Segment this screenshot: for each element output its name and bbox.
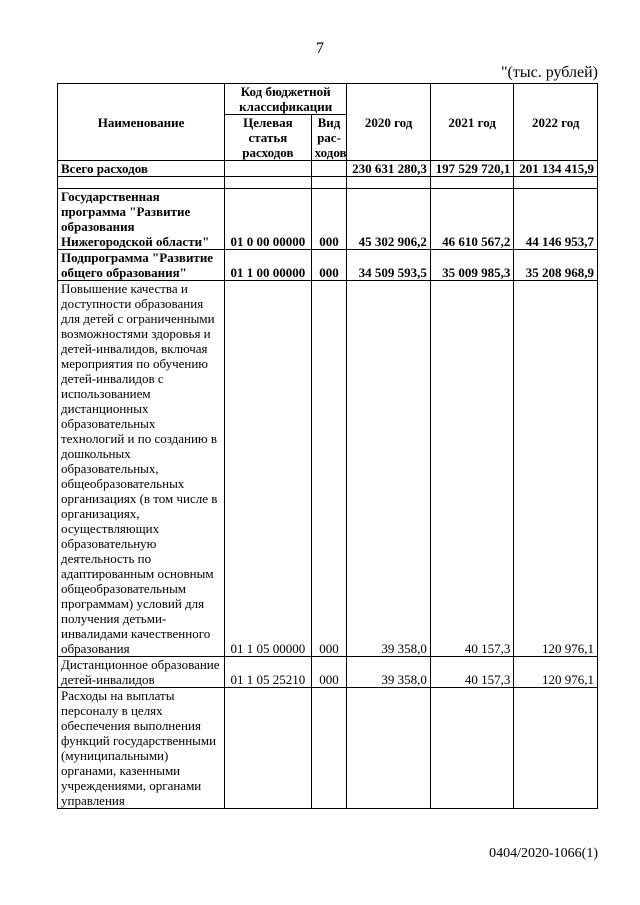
row-2022: 120 976,1 <box>514 657 598 688</box>
header-year-2021: 2021 год <box>430 84 514 161</box>
row-2021: 35 009 985,3 <box>430 250 514 281</box>
header-target-article: Целевая статья расходов <box>225 115 312 161</box>
header-expense-type: Вид рас-ходов <box>311 115 347 161</box>
row-2020: 45 302 906,2 <box>347 189 431 250</box>
row-target-article: 01 0 00 00000 <box>225 189 312 250</box>
row-2021: 46 610 567,2 <box>430 189 514 250</box>
spacer-row <box>58 177 598 189</box>
row-2021: 40 157,3 <box>430 281 514 657</box>
total-type-cell <box>311 161 347 177</box>
row-name: Государственная программа "Развитие образования Нижегородской области" <box>58 189 225 250</box>
total-2021: 197 529 720,1 <box>430 161 514 177</box>
row-2020: 39 358,0 <box>347 657 431 688</box>
header-code-group: Код бюджетной классификации <box>225 84 347 115</box>
page-number: 7 <box>316 40 324 57</box>
header-year-2022: 2022 год <box>514 84 598 161</box>
unit-label: "(тыс. рублей) <box>501 64 598 81</box>
row-target-article: 01 1 05 25210 <box>225 657 312 688</box>
total-row <box>58 161 598 177</box>
table-row <box>58 281 598 657</box>
row-name: Подпрограмма "Развитие общего образования" <box>58 250 225 281</box>
row-2020 <box>347 688 431 809</box>
budget-table <box>57 83 598 809</box>
row-target-article <box>225 688 312 809</box>
row-2021 <box>430 688 514 809</box>
row-name: Дистанционное образование детей-инвалидов <box>58 657 225 688</box>
row-expense-type: 000 <box>311 250 347 281</box>
row-2022 <box>514 688 598 809</box>
total-target-cell <box>225 161 312 177</box>
row-expense-type <box>311 688 347 809</box>
total-2020: 230 631 280,3 <box>347 161 431 177</box>
row-2022: 35 208 968,9 <box>514 250 598 281</box>
row-target-article: 01 1 05 00000 <box>225 281 312 657</box>
table-row <box>58 250 598 281</box>
row-target-article: 01 1 00 00000 <box>225 250 312 281</box>
row-2022: 44 146 953,7 <box>514 189 598 250</box>
row-expense-type: 000 <box>311 189 347 250</box>
row-expense-type: 000 <box>311 657 347 688</box>
row-2020: 39 358,0 <box>347 281 431 657</box>
table-row <box>58 189 598 250</box>
row-2020: 34 509 593,5 <box>347 250 431 281</box>
total-2022: 201 134 415,9 <box>514 161 598 177</box>
row-name: Повышение качества и доступности образования для детей с ограниченными возможностями здоровья и детей-инвалидов, включая мероприятия по обучению детей-инвалидов с использованием дистанционных образовательных технологий и по созданию в дошкольных образовательных, общеобразовательных организациях (в том числе в организациях, осуществляющих образовательную деятельность по адаптированным основным общеобразовательным программам) условий для получения детьми-инвалидами качественного образования <box>58 281 225 657</box>
row-expense-type: 000 <box>311 281 347 657</box>
row-name: Расходы на выплаты персоналу в целях обеспечения выполнения функций государственными (муниципальными) органами, казенными учреждениями, органами управления <box>58 688 225 809</box>
header-name: Наименование <box>58 84 225 161</box>
table-row <box>58 657 598 688</box>
document-code: 0404/2020-1066(1) <box>489 846 598 861</box>
total-label: Всего расходов <box>58 161 225 177</box>
table-row <box>58 688 598 809</box>
row-2022: 120 976,1 <box>514 281 598 657</box>
header-year-2020: 2020 год <box>347 84 431 161</box>
row-2021: 40 157,3 <box>430 657 514 688</box>
